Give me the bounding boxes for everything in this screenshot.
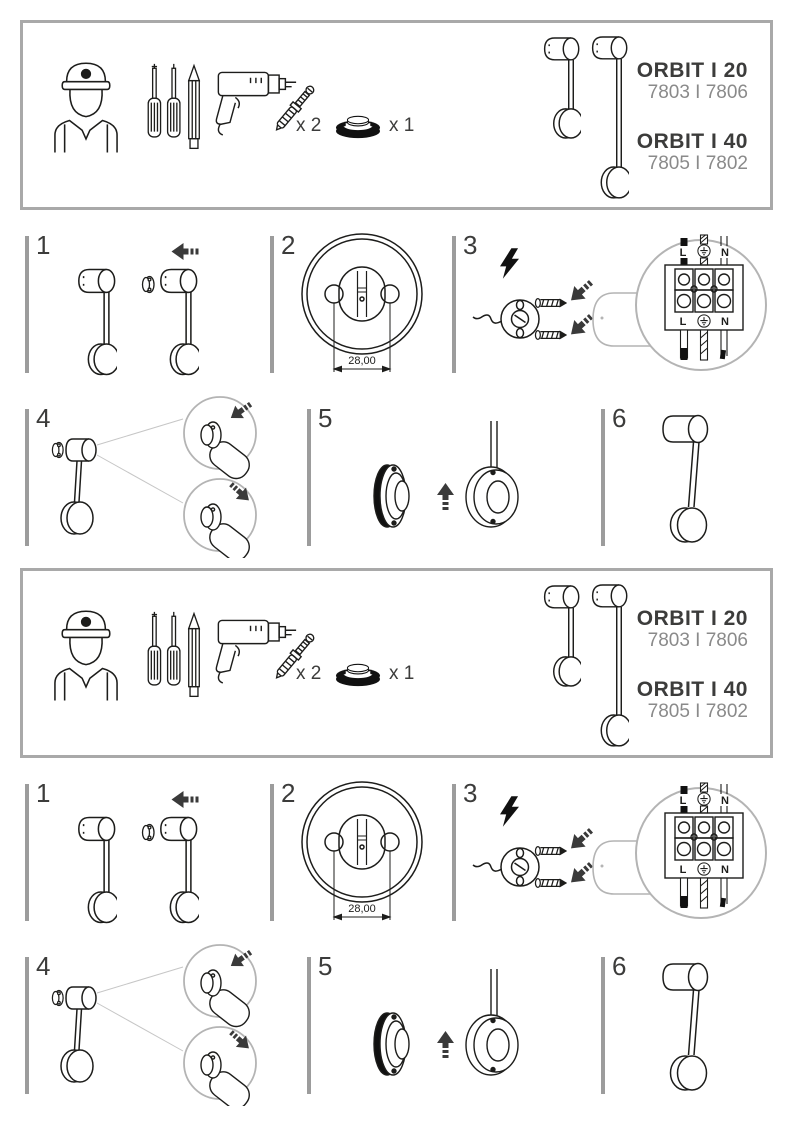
product-name: ORBIT I 40 xyxy=(636,678,748,701)
product-item xyxy=(637,678,748,723)
step-number: 1 xyxy=(36,778,51,808)
step-1-diagram xyxy=(25,770,265,933)
product-list xyxy=(637,59,748,175)
step-number: 3 xyxy=(463,778,478,808)
product-header-box xyxy=(20,568,773,758)
screwdrivers-pencil-icon xyxy=(137,63,207,151)
hole-distance-dimension: 28,00 xyxy=(348,355,376,367)
product-name: ORBIT I 40 xyxy=(636,130,748,153)
installer-icon xyxy=(53,55,119,153)
step-2-diagram xyxy=(270,222,447,385)
step-5-panel xyxy=(307,943,596,1106)
step-number: 4 xyxy=(36,403,51,433)
terminal-label-bottom-l: L xyxy=(679,316,687,328)
product-header-box xyxy=(20,20,773,210)
product-item xyxy=(637,607,748,652)
step-number: 3 xyxy=(463,230,478,260)
step-4-diagram xyxy=(25,395,302,558)
product-name: ORBIT I 20 xyxy=(636,59,748,82)
step-5-panel xyxy=(307,395,596,558)
canopy-qty: x 1 xyxy=(389,663,415,684)
manual-section-1 xyxy=(0,20,793,558)
step-4-diagram xyxy=(25,943,302,1106)
terminal-label-top-n: N xyxy=(721,247,729,259)
wall-plug-qty: x 2 xyxy=(296,663,322,684)
step-3-diagram xyxy=(452,222,773,385)
step-5-diagram xyxy=(307,943,596,1106)
screwdrivers-pencil-icon xyxy=(137,611,207,699)
terminal-label-top-n: N xyxy=(721,795,729,807)
terminal-label-top-l: L xyxy=(679,795,687,807)
step-2-panel xyxy=(270,222,447,385)
installer-icon xyxy=(53,603,119,701)
step-3-panel xyxy=(452,770,773,933)
step-4-panel xyxy=(25,943,302,1106)
ceiling-canopy-icon xyxy=(333,109,383,139)
step-number: 6 xyxy=(612,403,627,433)
product-list xyxy=(637,607,748,723)
step-2-panel xyxy=(270,770,447,933)
step-1-diagram xyxy=(25,222,265,385)
lamp-long-illustration xyxy=(589,33,629,201)
step-1-panel xyxy=(25,222,265,385)
lamp-short-illustration xyxy=(541,35,581,141)
wall-plug-qty: x 2 xyxy=(296,115,322,136)
product-codes: 7805 I 7802 xyxy=(647,153,748,174)
step-6-panel xyxy=(601,395,773,558)
step-5-diagram xyxy=(307,395,596,558)
product-codes: 7803 I 7806 xyxy=(647,82,748,103)
hole-distance-dimension: 28,00 xyxy=(348,903,376,915)
step-number: 4 xyxy=(36,951,51,981)
step-6-diagram xyxy=(601,395,773,558)
step-6-diagram xyxy=(601,943,773,1106)
step-number: 2 xyxy=(281,230,296,260)
product-name: ORBIT I 20 xyxy=(636,607,748,630)
step-4-panel xyxy=(25,395,302,558)
step-1-panel xyxy=(25,770,265,933)
step-3-panel xyxy=(452,222,773,385)
step-number: 5 xyxy=(318,951,333,981)
ceiling-canopy-icon xyxy=(333,657,383,687)
step-number: 1 xyxy=(36,230,51,260)
step-2-diagram xyxy=(270,770,447,933)
terminal-label-top-l: L xyxy=(679,247,687,259)
product-item xyxy=(637,59,748,104)
product-codes: 7803 I 7806 xyxy=(647,630,748,651)
canopy-qty: x 1 xyxy=(389,115,415,136)
step-number: 6 xyxy=(612,951,627,981)
lamp-short-illustration xyxy=(541,583,581,689)
product-item xyxy=(637,130,748,175)
lamp-long-illustration xyxy=(589,581,629,749)
terminal-label-bottom-n: N xyxy=(721,864,729,876)
manual-section-2 xyxy=(0,568,793,1106)
step-3-diagram xyxy=(452,770,773,933)
step-number: 5 xyxy=(318,403,333,433)
terminal-label-bottom-n: N xyxy=(721,316,729,328)
step-6-panel xyxy=(601,943,773,1106)
product-codes: 7805 I 7802 xyxy=(647,701,748,722)
step-number: 2 xyxy=(281,778,296,808)
terminal-label-bottom-l: L xyxy=(679,864,687,876)
